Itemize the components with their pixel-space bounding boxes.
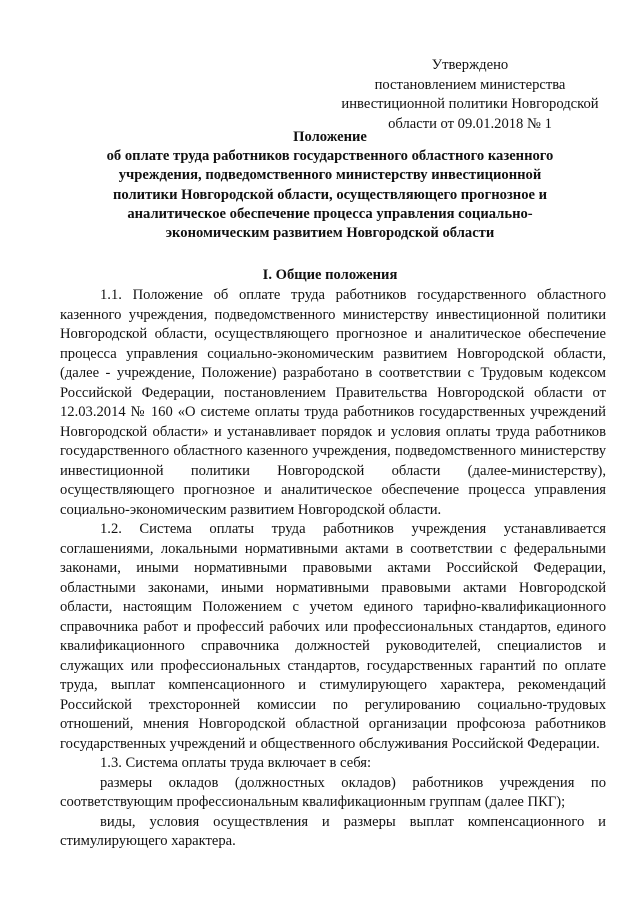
approval-line-1: Утверждено xyxy=(431,57,509,73)
title-line-6: экономическим развитием Новгородской области xyxy=(165,225,495,242)
approval-stamp xyxy=(330,56,610,134)
title-line-1: Положение xyxy=(293,129,367,145)
section-body xyxy=(60,286,606,852)
approval-line-4: области от 09.01.2018 № 1 xyxy=(388,115,552,132)
title-line-5: аналитическое обеспечение процесса управления социально- xyxy=(127,205,533,222)
paragraph-1-1: 1.1. Положение об оплате труда работников государственного областного казенного учреждения, подведомственного министерству инвестиционной политики Новгородской области, осуществляющего прогнозное и аналитическое обеспечение процесса управления социально-экономическим развитием Новгородской области, (далее - учреждение, Положение) разработано в соответствии с Трудовым кодексом Российской Федерации, постановлением Правительства Новгородской области от 12.03.2014 № 160 «О системе оплаты труда работников государственных учреждений Новгородской области» и устанавливает порядок и условия оплаты труда работников государственного областного казенного учреждения, подведомственного министерству инвестиционной политики Новгородской области (далее-министерству), осуществляющего прогнозное и аналитическое обеспечение процесса управления социально-экономическим развитием Новгородской области. xyxy=(60,287,606,518)
approval-line-2: постановлением министерства xyxy=(374,76,566,93)
paragraph-1-3: 1.3. Система оплаты труда включает в себя: xyxy=(100,755,372,771)
title-line-3: учреждения, подведомственного министерству инвестиционной xyxy=(118,167,542,184)
document-title xyxy=(60,128,600,243)
paragraph-1-3-item-b: виды, условия осуществления и размеры выплат компенсационного и стимулирующего характера. xyxy=(60,813,606,849)
title-line-2: об оплате труда работников государственного областного казенного xyxy=(106,148,554,165)
title-line-4: политики Новгородской области, осуществляющего прогнозное и xyxy=(112,186,548,203)
paragraph-1-3-item-a: размеры окладов (должностных окладов) работников учреждения по соответствующим профессиональным квалификационным группам (далее ПКГ); xyxy=(60,774,606,810)
approval-line-3: инвестиционной политики Новгородской xyxy=(341,96,599,113)
paragraph-1-2: 1.2. Система оплаты труда работников учреждения устанавливается соглашениями, локальными нормативными актами в соответствии с федеральными законами, иными нормативными правовыми актами Российской Федерации, областными законами, иными нормативными правовыми актами Новгородской области, настоящим Положением с учетом единого тарифно-квалификационного справочника работ и профессий рабочих или профессиональных стандартов, единого квалификационного справочника должностей руководителей, специалистов и служащих или профессиональных стандартов, государственных гарантий по оплате труда, выплат компенсационного и стимулирующего характера, рекомендаций Российской трехсторонней комиссии по регулированию социально-трудовых отношений, мнения Новгородской областной организации профсоюза работников государственных учреждений и общественного обслуживания Российской Федерации. xyxy=(60,521,606,752)
section-heading: I. Общие положения xyxy=(262,267,398,283)
